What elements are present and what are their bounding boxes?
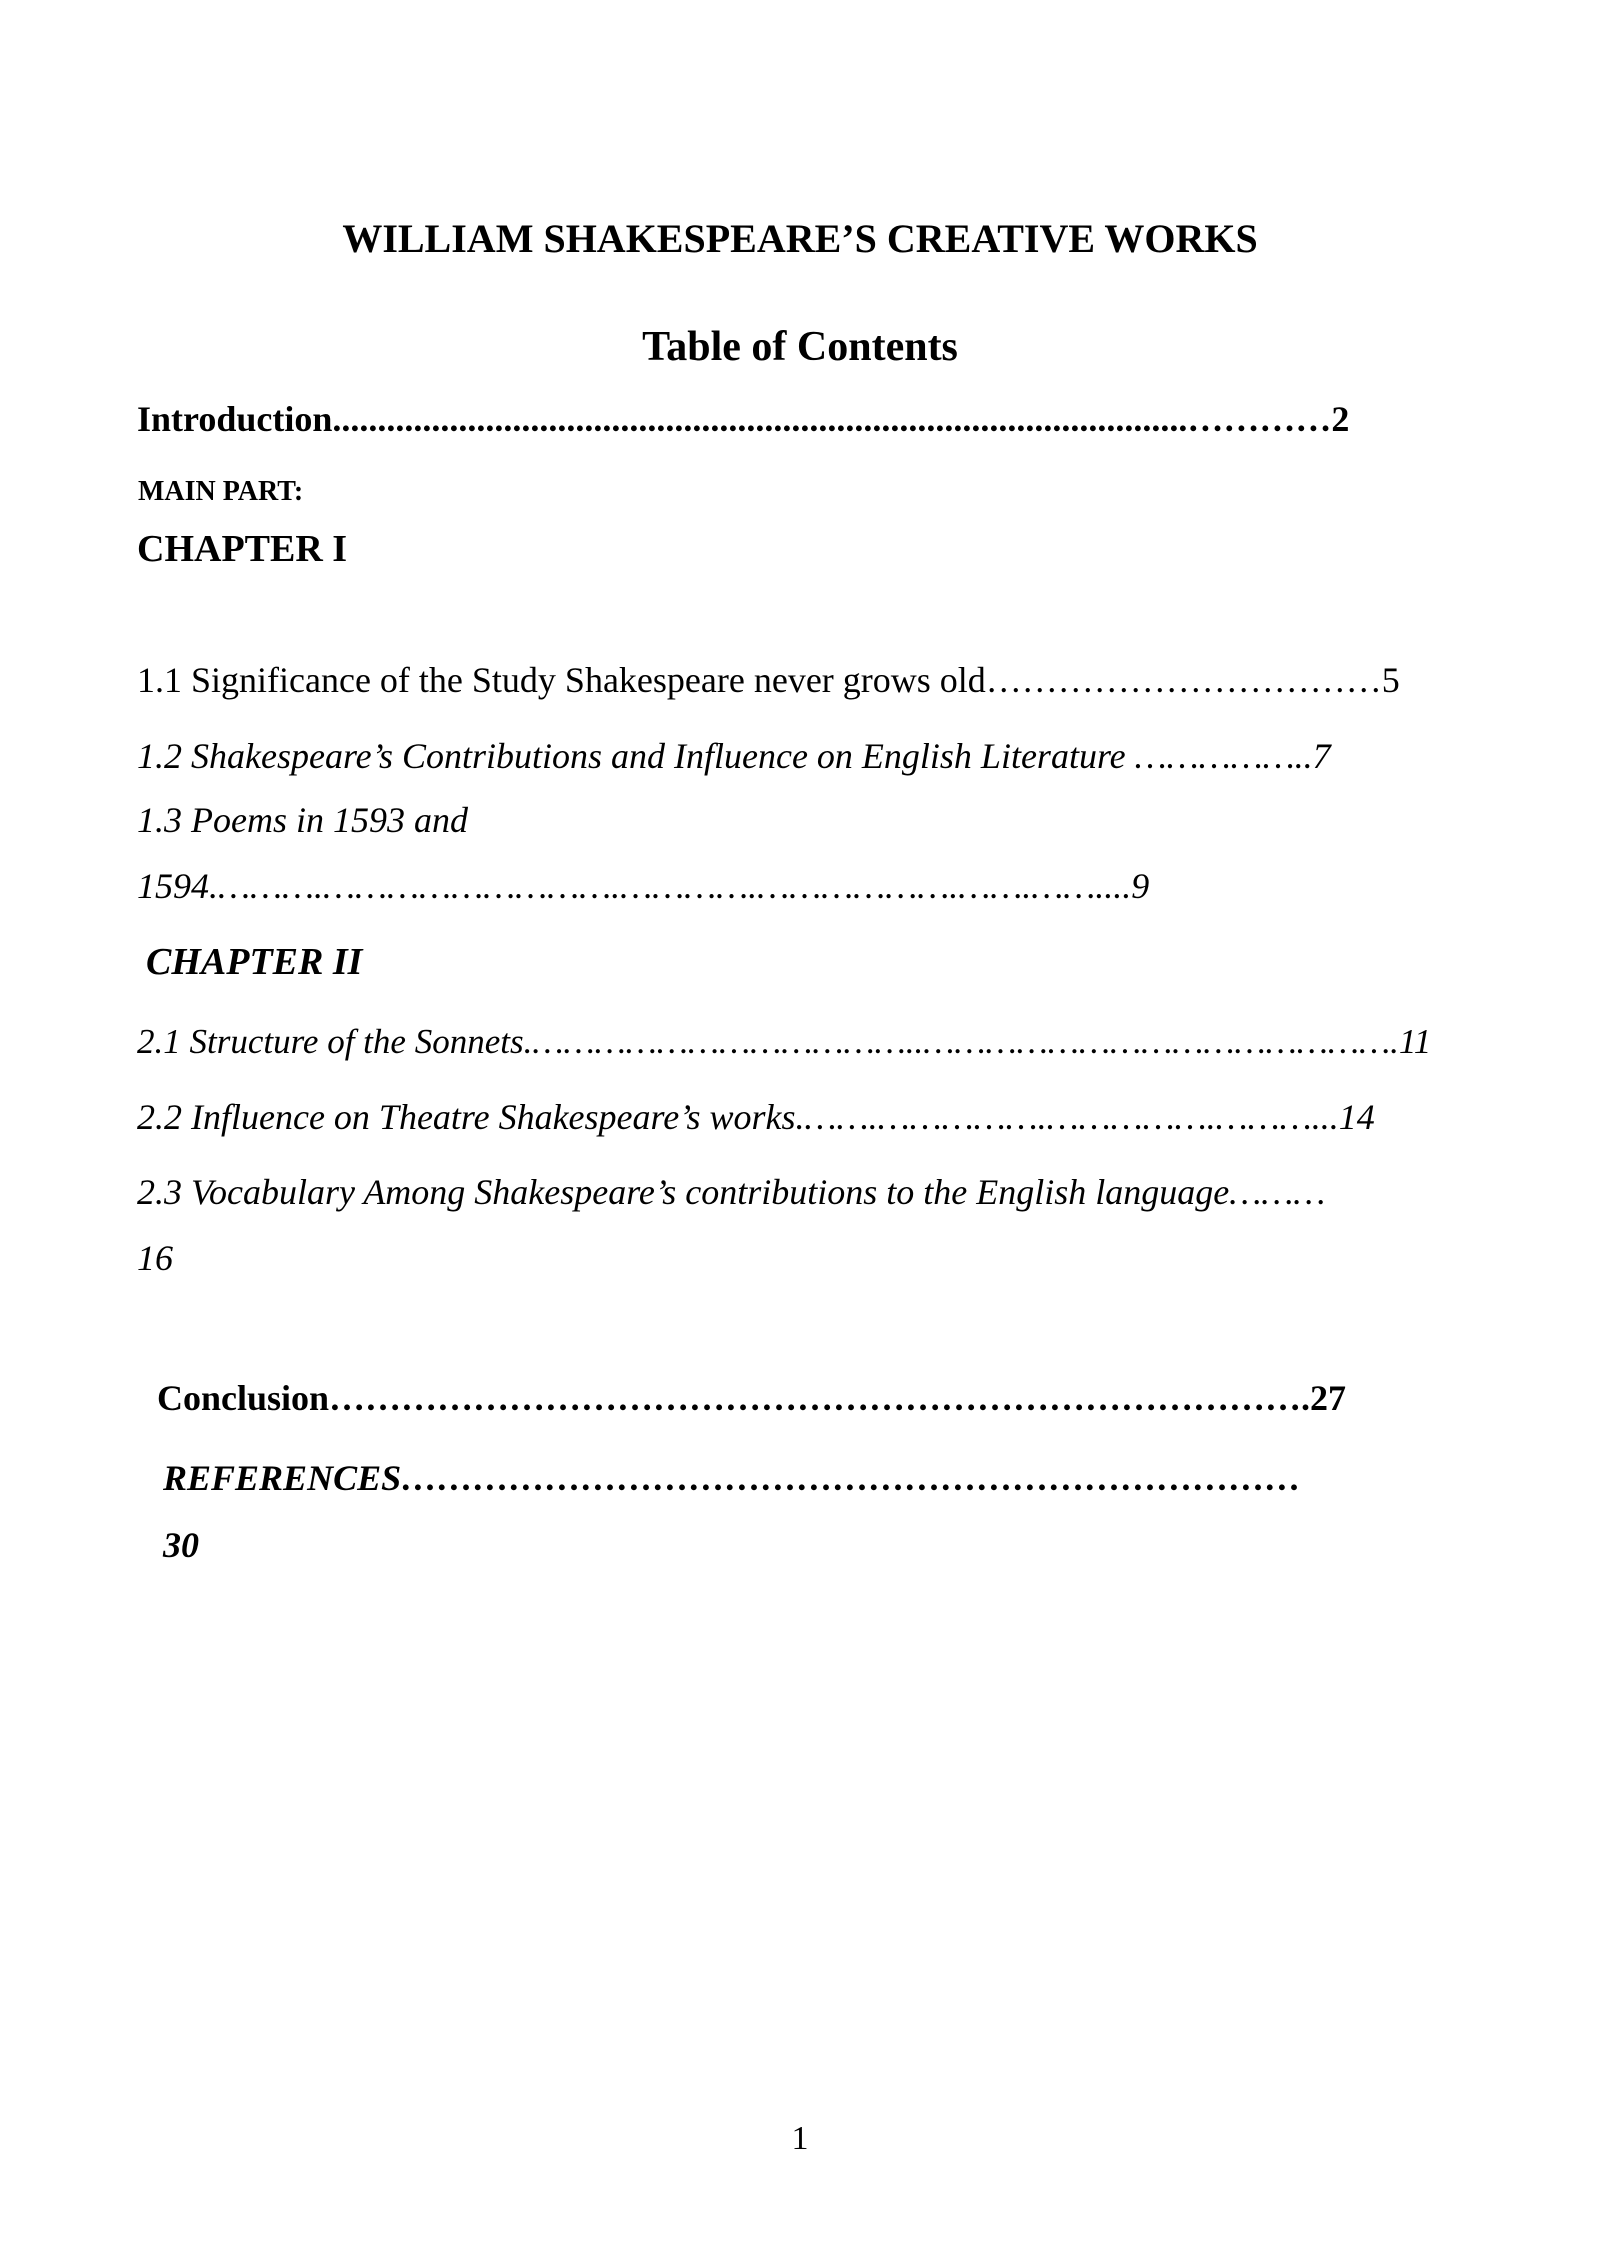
document-title: WILLIAM SHAKESPEARE’S CREATIVE WORKS bbox=[342, 216, 1258, 261]
toc-entry-conclusion: Conclusion……………………………………………………………………….27 bbox=[157, 1378, 1347, 1418]
toc-entry-references-line1: REFERENCES………………………………………………………………… bbox=[163, 1458, 1302, 1498]
chapter-heading-1: CHAPTER I bbox=[137, 528, 348, 570]
toc-entry-1-3-line1: 1.3 Poems in 1593 and bbox=[137, 800, 468, 840]
toc-entry-2-1: 2.1 Structure of the Sonnets.………………………………..……………………………………….11 bbox=[137, 1022, 1432, 1061]
table-of-contents-heading: Table of Contents bbox=[642, 324, 958, 370]
toc-entry-2-3-line2: 16 bbox=[137, 1238, 173, 1278]
toc-entry-introduction: Introduction...............................................................................................…………2 bbox=[137, 399, 1350, 439]
toc-entry-1-1: 1.1 Significance of the Study Shakespeare never grows old……………………………5 bbox=[137, 660, 1400, 700]
toc-entry-2-2: 2.2 Influence on Theatre Shakespeare’s works.…….…………….…………….………...14 bbox=[137, 1097, 1375, 1137]
toc-entry-references-line2: 30 bbox=[163, 1525, 199, 1565]
toc-entry-1-2: 1.2 Shakespeare’s Contributions and Influence on English Literature ……………..7 bbox=[137, 736, 1331, 776]
main-part-label: MAIN PART: bbox=[138, 476, 304, 507]
toc-entry-2-3-line1: 2.3 Vocabulary Among Shakespeare’s contributions to the English language……… bbox=[137, 1172, 1326, 1212]
page-number: 1 bbox=[791, 2120, 809, 2157]
chapter-heading-2: CHAPTER II bbox=[146, 941, 363, 983]
toc-entry-1-3-line2: 1594.……….……………………….………….……………….…….……....9 bbox=[137, 866, 1150, 906]
